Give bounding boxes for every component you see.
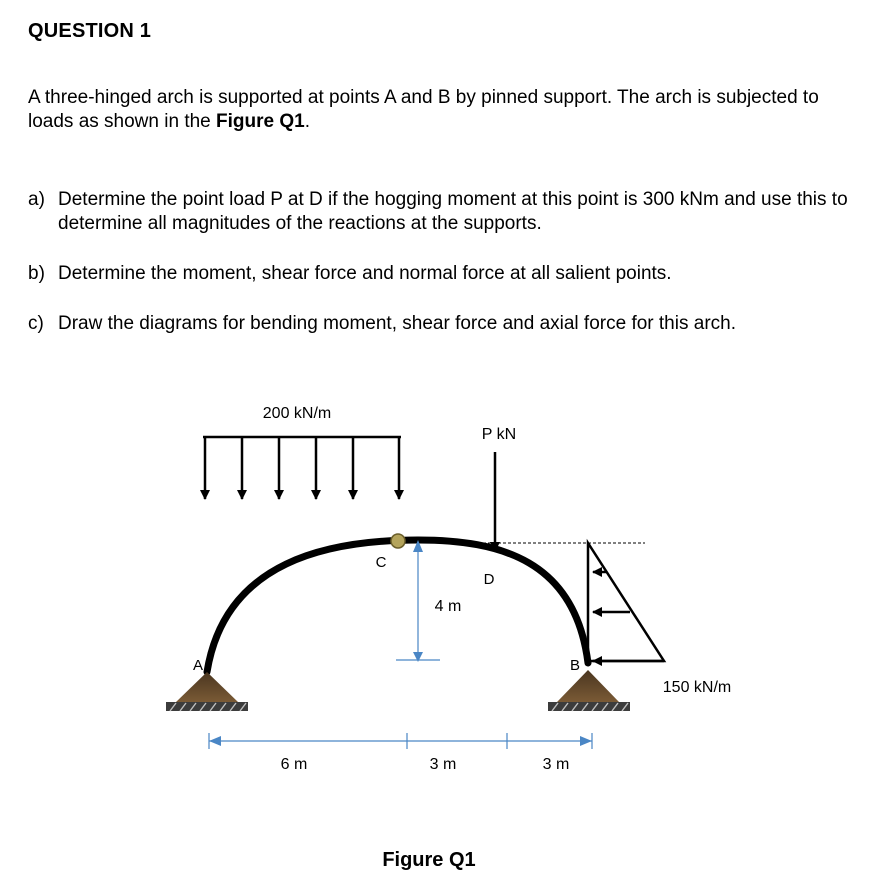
dim-6m-label: 6 m bbox=[280, 756, 308, 773]
height-label: 4 m bbox=[434, 598, 462, 615]
udl-load bbox=[203, 437, 401, 499]
point-d-label: D bbox=[483, 571, 495, 588]
support-a-label: A bbox=[192, 657, 204, 674]
triangular-load-label: 150 kN/m bbox=[662, 679, 732, 696]
part-c-text: Draw the diagrams for bending moment, shear force and axial force for this arch. bbox=[58, 313, 736, 334]
support-b bbox=[548, 670, 630, 711]
hinge-c-label: C bbox=[375, 554, 387, 571]
point-load-label: P kN bbox=[481, 426, 517, 443]
hinge-c bbox=[391, 534, 405, 548]
question-title: QUESTION 1 bbox=[28, 20, 152, 42]
part-a-text: Determine the point load P at D if the hogging moment at this point is 300 kNm and use this to determine all magnitudes of the reactions at the supports. bbox=[58, 189, 848, 234]
intro-end: . bbox=[304, 111, 310, 132]
part-a-label: a) bbox=[28, 189, 45, 210]
intro-figure-ref: Figure Q1 bbox=[216, 111, 305, 132]
intro-text: A three-hinged arch is supported at points A and B by pinned support. The arch is subjected to loads as shown in the bbox=[28, 87, 819, 132]
span-dimension bbox=[209, 733, 592, 749]
dim-3m-label-1: 3 m bbox=[429, 756, 457, 773]
support-a bbox=[166, 672, 248, 711]
udl-label: 200 kN/m bbox=[262, 405, 332, 422]
figure-caption: Figure Q1 bbox=[382, 849, 476, 871]
part-c-label: c) bbox=[28, 313, 44, 334]
dim-3m-label-2: 3 m bbox=[542, 756, 570, 773]
triangular-load bbox=[588, 543, 664, 661]
part-b-text: Determine the moment, shear force and normal force at all salient points. bbox=[58, 263, 672, 284]
support-b-label: B bbox=[569, 657, 581, 674]
arch-member bbox=[207, 540, 588, 672]
part-b-label: b) bbox=[28, 263, 45, 284]
